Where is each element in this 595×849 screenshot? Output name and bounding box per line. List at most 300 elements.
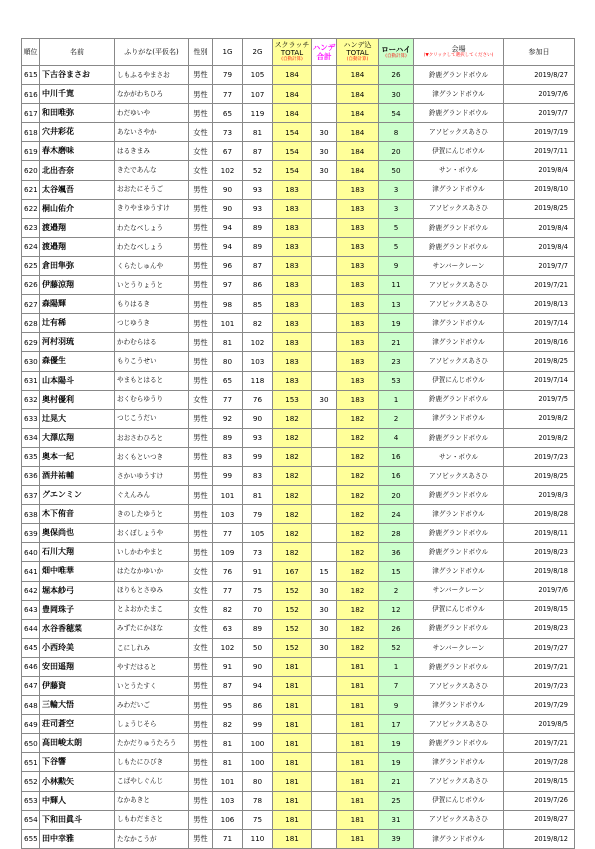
cell-gender[interactable]: 男性 [189, 352, 213, 371]
cell-name[interactable]: 穴井彩花 [40, 123, 115, 142]
cell-date[interactable]: 2019/7/14 [504, 314, 575, 333]
cell-handicap[interactable] [312, 352, 337, 371]
cell-gender[interactable]: 男性 [189, 677, 213, 696]
cell-name[interactable]: 倉田隼弥 [40, 256, 115, 275]
cell-date[interactable]: 2019/7/19 [504, 123, 575, 142]
cell-handicap[interactable] [312, 180, 337, 199]
cell-venue-select[interactable]: 鈴鹿グランドボウル [414, 657, 504, 676]
cell-game1[interactable]: 87 [213, 677, 243, 696]
cell-venue-select[interactable]: 鈴鹿グランドボウル [414, 619, 504, 638]
cell-handicap[interactable] [312, 543, 337, 562]
cell-kana[interactable]: こばやしぐんじ [115, 772, 189, 791]
cell-game1[interactable]: 101 [213, 486, 243, 505]
cell-date[interactable]: 2019/7/5 [504, 390, 575, 409]
cell-game2[interactable]: 75 [243, 581, 273, 600]
cell-kana[interactable]: しもわだまさと [115, 810, 189, 829]
cell-kana[interactable]: みずたにかほな [115, 619, 189, 638]
cell-game2[interactable]: 100 [243, 753, 273, 772]
cell-handicap[interactable]: 30 [312, 600, 337, 619]
cell-kana[interactable]: きりやまゆうすけ [115, 199, 189, 218]
cell-venue-select[interactable]: 鈴鹿グランドボウル [414, 237, 504, 256]
cell-handicap[interactable] [312, 734, 337, 753]
cell-gender[interactable]: 男性 [189, 734, 213, 753]
cell-date[interactable]: 2019/8/2 [504, 409, 575, 428]
cell-game1[interactable]: 77 [213, 85, 243, 104]
cell-venue-select[interactable]: 津グランドボウル [414, 696, 504, 715]
cell-handicap[interactable] [312, 85, 337, 104]
cell-handicap[interactable] [312, 829, 337, 848]
cell-game1[interactable]: 103 [213, 791, 243, 810]
cell-gender[interactable]: 男性 [189, 256, 213, 275]
cell-handicap[interactable] [312, 314, 337, 333]
cell-gender[interactable]: 女性 [189, 562, 213, 581]
cell-handicap[interactable]: 30 [312, 161, 337, 180]
cell-game1[interactable]: 67 [213, 142, 243, 161]
cell-date[interactable]: 2019/7/21 [504, 657, 575, 676]
cell-handicap[interactable] [312, 276, 337, 295]
cell-gender[interactable]: 女性 [189, 142, 213, 161]
cell-handicap[interactable] [312, 371, 337, 390]
cell-venue-select[interactable]: アソビックスあさひ [414, 772, 504, 791]
cell-venue-select[interactable]: 鈴鹿グランドボウル [414, 104, 504, 123]
cell-name[interactable]: 三輪大悟 [40, 696, 115, 715]
cell-handicap[interactable]: 30 [312, 390, 337, 409]
cell-handicap[interactable]: 30 [312, 619, 337, 638]
cell-venue-select[interactable]: 伊賀にんじボウル [414, 142, 504, 161]
cell-date[interactable]: 2019/7/21 [504, 276, 575, 295]
cell-game2[interactable]: 105 [243, 66, 273, 85]
cell-date[interactable]: 2019/8/4 [504, 218, 575, 237]
cell-game1[interactable]: 80 [213, 352, 243, 371]
cell-game1[interactable]: 82 [213, 600, 243, 619]
cell-name[interactable]: 堀本紗弓 [40, 581, 115, 600]
cell-handicap[interactable] [312, 428, 337, 447]
cell-game1[interactable]: 102 [213, 638, 243, 657]
cell-kana[interactable]: あないさやか [115, 123, 189, 142]
cell-game2[interactable]: 50 [243, 638, 273, 657]
cell-kana[interactable]: たかだりゅうたろう [115, 734, 189, 753]
cell-date[interactable]: 2019/8/11 [504, 524, 575, 543]
cell-kana[interactable]: はたなかゆいか [115, 562, 189, 581]
cell-gender[interactable]: 男性 [189, 791, 213, 810]
cell-game2[interactable]: 119 [243, 104, 273, 123]
cell-handicap[interactable] [312, 199, 337, 218]
cell-handicap[interactable]: 30 [312, 123, 337, 142]
cell-game2[interactable]: 93 [243, 199, 273, 218]
cell-name[interactable]: 下古谷まさお [40, 66, 115, 85]
cell-name[interactable]: 渡邉翔 [40, 218, 115, 237]
cell-kana[interactable]: つじこうだい [115, 409, 189, 428]
cell-date[interactable]: 2019/7/7 [504, 104, 575, 123]
cell-gender[interactable]: 男性 [189, 447, 213, 466]
cell-kana[interactable]: もりはるき [115, 295, 189, 314]
cell-handicap[interactable] [312, 715, 337, 734]
cell-date[interactable]: 2019/8/28 [504, 505, 575, 524]
cell-handicap[interactable] [312, 466, 337, 485]
cell-date[interactable]: 2019/7/6 [504, 581, 575, 600]
cell-game1[interactable]: 102 [213, 161, 243, 180]
cell-handicap[interactable] [312, 409, 337, 428]
cell-game2[interactable]: 78 [243, 791, 273, 810]
cell-kana[interactable]: もりこうせい [115, 352, 189, 371]
cell-kana[interactable]: しょうじそら [115, 715, 189, 734]
cell-game1[interactable]: 83 [213, 447, 243, 466]
cell-date[interactable]: 2019/7/11 [504, 142, 575, 161]
cell-game2[interactable]: 118 [243, 371, 273, 390]
cell-kana[interactable]: やすだはると [115, 657, 189, 676]
cell-handicap[interactable]: 15 [312, 562, 337, 581]
cell-game2[interactable]: 99 [243, 715, 273, 734]
cell-name[interactable]: 下和田眞斗 [40, 810, 115, 829]
cell-gender[interactable]: 男性 [189, 295, 213, 314]
cell-date[interactable]: 2019/8/16 [504, 333, 575, 352]
cell-game2[interactable]: 105 [243, 524, 273, 543]
cell-game1[interactable]: 90 [213, 199, 243, 218]
cell-venue-select[interactable]: アソビックスあさひ [414, 199, 504, 218]
cell-gender[interactable]: 男性 [189, 371, 213, 390]
cell-handicap[interactable]: 30 [312, 581, 337, 600]
cell-date[interactable]: 2019/8/15 [504, 600, 575, 619]
cell-venue-select[interactable]: アソビックスあさひ [414, 352, 504, 371]
cell-name[interactable]: 奥本一紀 [40, 447, 115, 466]
cell-venue-select[interactable]: 鈴鹿グランドボウル [414, 66, 504, 85]
cell-gender[interactable]: 男性 [189, 333, 213, 352]
cell-kana[interactable]: しもたにひびき [115, 753, 189, 772]
cell-game1[interactable]: 94 [213, 218, 243, 237]
cell-venue-select[interactable]: アソビックスあさひ [414, 715, 504, 734]
cell-game2[interactable]: 91 [243, 562, 273, 581]
cell-kana[interactable]: ほりもとさゆみ [115, 581, 189, 600]
cell-handicap[interactable] [312, 772, 337, 791]
cell-game1[interactable]: 91 [213, 657, 243, 676]
cell-game2[interactable]: 107 [243, 85, 273, 104]
cell-kana[interactable]: おおさわひろと [115, 428, 189, 447]
cell-gender[interactable]: 男性 [189, 657, 213, 676]
cell-venue-select[interactable]: 鈴鹿グランドボウル [414, 524, 504, 543]
cell-venue-select[interactable]: 鈴鹿グランドボウル [414, 428, 504, 447]
cell-venue-select[interactable]: 津グランドボウル [414, 753, 504, 772]
cell-handicap[interactable] [312, 447, 337, 466]
cell-game1[interactable]: 95 [213, 696, 243, 715]
cell-handicap[interactable] [312, 486, 337, 505]
cell-date[interactable]: 2019/8/4 [504, 237, 575, 256]
cell-game2[interactable]: 102 [243, 333, 273, 352]
cell-game2[interactable]: 93 [243, 428, 273, 447]
cell-game1[interactable]: 73 [213, 123, 243, 142]
cell-game1[interactable]: 101 [213, 314, 243, 333]
cell-game2[interactable]: 87 [243, 256, 273, 275]
cell-gender[interactable]: 女性 [189, 600, 213, 619]
cell-handicap[interactable] [312, 753, 337, 772]
cell-game2[interactable]: 82 [243, 314, 273, 333]
cell-gender[interactable]: 男性 [189, 715, 213, 734]
cell-game1[interactable]: 81 [213, 753, 243, 772]
cell-game2[interactable]: 99 [243, 447, 273, 466]
cell-game2[interactable]: 94 [243, 677, 273, 696]
cell-kana[interactable]: おくむらゆうり [115, 390, 189, 409]
cell-venue-select[interactable]: 津グランドボウル [414, 85, 504, 104]
cell-name[interactable]: 下谷響 [40, 753, 115, 772]
cell-date[interactable]: 2019/8/4 [504, 161, 575, 180]
cell-gender[interactable]: 男性 [189, 753, 213, 772]
cell-game2[interactable]: 90 [243, 409, 273, 428]
cell-gender[interactable]: 男性 [189, 466, 213, 485]
cell-gender[interactable]: 女性 [189, 619, 213, 638]
cell-venue-select[interactable]: 伊賀にんじボウル [414, 791, 504, 810]
cell-game2[interactable]: 89 [243, 218, 273, 237]
cell-name[interactable]: 伊藤資 [40, 677, 115, 696]
cell-kana[interactable]: みわだいご [115, 696, 189, 715]
cell-handicap[interactable] [312, 810, 337, 829]
cell-date[interactable]: 2019/8/25 [504, 352, 575, 371]
cell-date[interactable]: 2019/8/2 [504, 428, 575, 447]
cell-gender[interactable]: 男性 [189, 314, 213, 333]
cell-gender[interactable]: 男性 [189, 524, 213, 543]
cell-kana[interactable]: はるきまみ [115, 142, 189, 161]
cell-game2[interactable]: 83 [243, 466, 273, 485]
cell-game1[interactable]: 89 [213, 428, 243, 447]
cell-kana[interactable]: いとうたすく [115, 677, 189, 696]
cell-kana[interactable]: わたなべしょう [115, 218, 189, 237]
cell-game2[interactable]: 89 [243, 619, 273, 638]
cell-game1[interactable]: 99 [213, 466, 243, 485]
cell-kana[interactable]: おくもといつき [115, 447, 189, 466]
cell-game2[interactable]: 81 [243, 123, 273, 142]
cell-name[interactable]: 小林勲矢 [40, 772, 115, 791]
cell-kana[interactable]: きのしたゆうと [115, 505, 189, 524]
cell-name[interactable]: 山本陽斗 [40, 371, 115, 390]
cell-game2[interactable]: 79 [243, 505, 273, 524]
cell-handicap[interactable] [312, 66, 337, 85]
cell-game1[interactable]: 77 [213, 524, 243, 543]
cell-date[interactable]: 2019/8/23 [504, 619, 575, 638]
cell-kana[interactable]: くらたしゅんや [115, 256, 189, 275]
cell-name[interactable]: 北出杏奈 [40, 161, 115, 180]
cell-game2[interactable]: 86 [243, 276, 273, 295]
cell-handicap[interactable] [312, 791, 337, 810]
cell-game1[interactable]: 71 [213, 829, 243, 848]
cell-game2[interactable]: 110 [243, 829, 273, 848]
cell-handicap[interactable] [312, 657, 337, 676]
cell-game1[interactable]: 97 [213, 276, 243, 295]
cell-venue-select[interactable]: 鈴鹿グランドボウル [414, 734, 504, 753]
cell-venue-select[interactable]: 津グランドボウル [414, 562, 504, 581]
cell-gender[interactable]: 男性 [189, 810, 213, 829]
cell-date[interactable]: 2019/8/27 [504, 810, 575, 829]
cell-name[interactable]: 和田唯弥 [40, 104, 115, 123]
cell-game1[interactable]: 90 [213, 180, 243, 199]
cell-kana[interactable]: なかがわちひろ [115, 85, 189, 104]
cell-game2[interactable]: 87 [243, 142, 273, 161]
cell-date[interactable]: 2019/7/6 [504, 85, 575, 104]
cell-venue-select[interactable]: サン・ボウル [414, 161, 504, 180]
cell-kana[interactable]: いしかわやまと [115, 543, 189, 562]
cell-venue-select[interactable]: 鈴鹿グランドボウル [414, 486, 504, 505]
cell-name[interactable]: 奥村優利 [40, 390, 115, 409]
cell-handicap[interactable] [312, 524, 337, 543]
cell-handicap[interactable] [312, 677, 337, 696]
cell-gender[interactable]: 男性 [189, 696, 213, 715]
cell-kana[interactable]: つじゆうき [115, 314, 189, 333]
cell-gender[interactable]: 男性 [189, 409, 213, 428]
cell-gender[interactable]: 男性 [189, 104, 213, 123]
cell-venue-select[interactable]: アソビックスあさひ [414, 810, 504, 829]
cell-handicap[interactable] [312, 505, 337, 524]
cell-venue-select[interactable]: アソビックスあさひ [414, 466, 504, 485]
cell-name[interactable]: 春木磨味 [40, 142, 115, 161]
cell-game1[interactable]: 94 [213, 237, 243, 256]
cell-game1[interactable]: 65 [213, 104, 243, 123]
cell-date[interactable]: 2019/8/5 [504, 715, 575, 734]
cell-kana[interactable]: たなかこうが [115, 829, 189, 848]
cell-gender[interactable]: 女性 [189, 390, 213, 409]
cell-handicap[interactable] [312, 295, 337, 314]
cell-kana[interactable]: きたであんな [115, 161, 189, 180]
cell-name[interactable]: 渡邉翔 [40, 237, 115, 256]
cell-gender[interactable]: 女性 [189, 123, 213, 142]
cell-game1[interactable]: 81 [213, 333, 243, 352]
cell-game1[interactable]: 101 [213, 772, 243, 791]
cell-date[interactable]: 2019/7/7 [504, 256, 575, 275]
cell-date[interactable]: 2019/8/25 [504, 199, 575, 218]
cell-name[interactable]: 石川大翔 [40, 543, 115, 562]
cell-gender[interactable]: 男性 [189, 180, 213, 199]
cell-date[interactable]: 2019/8/13 [504, 295, 575, 314]
cell-date[interactable]: 2019/8/10 [504, 180, 575, 199]
cell-handicap[interactable] [312, 696, 337, 715]
cell-game1[interactable]: 63 [213, 619, 243, 638]
cell-name[interactable]: 小西玲美 [40, 638, 115, 657]
cell-kana[interactable]: ぐえんみん [115, 486, 189, 505]
cell-gender[interactable]: 男性 [189, 772, 213, 791]
cell-kana[interactable]: とよおかたまこ [115, 600, 189, 619]
cell-name[interactable]: 大澤広翔 [40, 428, 115, 447]
cell-game2[interactable]: 90 [243, 657, 273, 676]
cell-name[interactable]: 酒井祐輔 [40, 466, 115, 485]
cell-date[interactable]: 2019/7/26 [504, 791, 575, 810]
cell-name[interactable]: 森陽輝 [40, 295, 115, 314]
cell-handicap[interactable]: 30 [312, 638, 337, 657]
cell-game1[interactable]: 92 [213, 409, 243, 428]
cell-gender[interactable]: 男性 [189, 428, 213, 447]
cell-date[interactable]: 2019/7/21 [504, 734, 575, 753]
cell-gender[interactable]: 男性 [189, 829, 213, 848]
cell-handicap[interactable] [312, 237, 337, 256]
cell-gender[interactable]: 男性 [189, 66, 213, 85]
cell-game1[interactable]: 77 [213, 390, 243, 409]
cell-kana[interactable]: やまもとはると [115, 371, 189, 390]
cell-game2[interactable]: 85 [243, 295, 273, 314]
cell-game1[interactable]: 98 [213, 295, 243, 314]
cell-gender[interactable]: 男性 [189, 199, 213, 218]
cell-name[interactable]: 森優生 [40, 352, 115, 371]
cell-date[interactable]: 2019/8/25 [504, 466, 575, 485]
cell-game2[interactable]: 70 [243, 600, 273, 619]
cell-date[interactable]: 2019/8/27 [504, 66, 575, 85]
cell-name[interactable]: 中川千寛 [40, 85, 115, 104]
cell-game2[interactable]: 52 [243, 161, 273, 180]
cell-kana[interactable]: しもふるやまさお [115, 66, 189, 85]
cell-game1[interactable]: 77 [213, 581, 243, 600]
cell-name[interactable]: 辻晃大 [40, 409, 115, 428]
cell-game2[interactable]: 73 [243, 543, 273, 562]
cell-venue-select[interactable]: サンバークレーン [414, 638, 504, 657]
cell-venue-select[interactable]: 鈴鹿グランドボウル [414, 543, 504, 562]
cell-date[interactable]: 2019/8/12 [504, 829, 575, 848]
cell-date[interactable]: 2019/7/29 [504, 696, 575, 715]
cell-game2[interactable]: 75 [243, 810, 273, 829]
cell-date[interactable]: 2019/8/23 [504, 543, 575, 562]
cell-gender[interactable]: 女性 [189, 638, 213, 657]
cell-date[interactable]: 2019/7/27 [504, 638, 575, 657]
cell-date[interactable]: 2019/7/28 [504, 753, 575, 772]
cell-game2[interactable]: 100 [243, 734, 273, 753]
cell-date[interactable]: 2019/7/23 [504, 447, 575, 466]
cell-handicap[interactable] [312, 256, 337, 275]
cell-name[interactable]: グエンミン [40, 486, 115, 505]
cell-gender[interactable]: 女性 [189, 581, 213, 600]
cell-game1[interactable]: 109 [213, 543, 243, 562]
cell-gender[interactable]: 男性 [189, 486, 213, 505]
cell-name[interactable]: 桐山佑介 [40, 199, 115, 218]
cell-kana[interactable]: おおたにそうご [115, 180, 189, 199]
cell-gender[interactable]: 男性 [189, 237, 213, 256]
cell-name[interactable]: 太谷颯吾 [40, 180, 115, 199]
cell-name[interactable]: 奥保尚也 [40, 524, 115, 543]
cell-gender[interactable]: 男性 [189, 543, 213, 562]
cell-venue-select[interactable]: 津グランドボウル [414, 333, 504, 352]
cell-kana[interactable]: わたなべしょう [115, 237, 189, 256]
cell-kana[interactable]: なかあきと [115, 791, 189, 810]
cell-name[interactable]: 高田峻太朗 [40, 734, 115, 753]
cell-handicap[interactable] [312, 218, 337, 237]
cell-kana[interactable]: わだゆいや [115, 104, 189, 123]
cell-handicap[interactable] [312, 104, 337, 123]
cell-venue-select[interactable]: サンバークレーン [414, 256, 504, 275]
cell-game1[interactable]: 65 [213, 371, 243, 390]
cell-game2[interactable]: 81 [243, 486, 273, 505]
cell-kana[interactable]: いとうりょうと [115, 276, 189, 295]
cell-venue-select[interactable]: 伊賀にんじボウル [414, 600, 504, 619]
cell-venue-select[interactable]: 津グランドボウル [414, 409, 504, 428]
cell-venue-select[interactable]: 津グランドボウル [414, 505, 504, 524]
cell-name[interactable]: 豊岡珠子 [40, 600, 115, 619]
cell-name[interactable]: 河村羽琉 [40, 333, 115, 352]
cell-game1[interactable]: 81 [213, 734, 243, 753]
cell-gender[interactable]: 男性 [189, 218, 213, 237]
cell-date[interactable]: 2019/7/14 [504, 371, 575, 390]
cell-venue-select[interactable]: 津グランドボウル [414, 180, 504, 199]
cell-name[interactable]: 木下侑音 [40, 505, 115, 524]
cell-gender[interactable]: 女性 [189, 161, 213, 180]
cell-game1[interactable]: 96 [213, 256, 243, 275]
cell-venue-select[interactable]: アソビックスあさひ [414, 276, 504, 295]
cell-game2[interactable]: 93 [243, 180, 273, 199]
cell-handicap[interactable]: 30 [312, 142, 337, 161]
cell-name[interactable]: 田中幸雅 [40, 829, 115, 848]
cell-game2[interactable]: 89 [243, 237, 273, 256]
cell-date[interactable]: 2019/7/23 [504, 677, 575, 696]
cell-name[interactable]: 水谷香穂菜 [40, 619, 115, 638]
cell-venue-select[interactable]: アソビックスあさひ [414, 123, 504, 142]
cell-venue-select[interactable]: アソビックスあさひ [414, 677, 504, 696]
cell-venue-select[interactable]: サンバークレーン [414, 581, 504, 600]
cell-game1[interactable]: 76 [213, 562, 243, 581]
cell-kana[interactable]: おくぼしょうや [115, 524, 189, 543]
cell-venue-select[interactable]: 津グランドボウル [414, 314, 504, 333]
cell-venue-select[interactable]: 津グランドボウル [414, 829, 504, 848]
cell-kana[interactable]: かわむらはる [115, 333, 189, 352]
